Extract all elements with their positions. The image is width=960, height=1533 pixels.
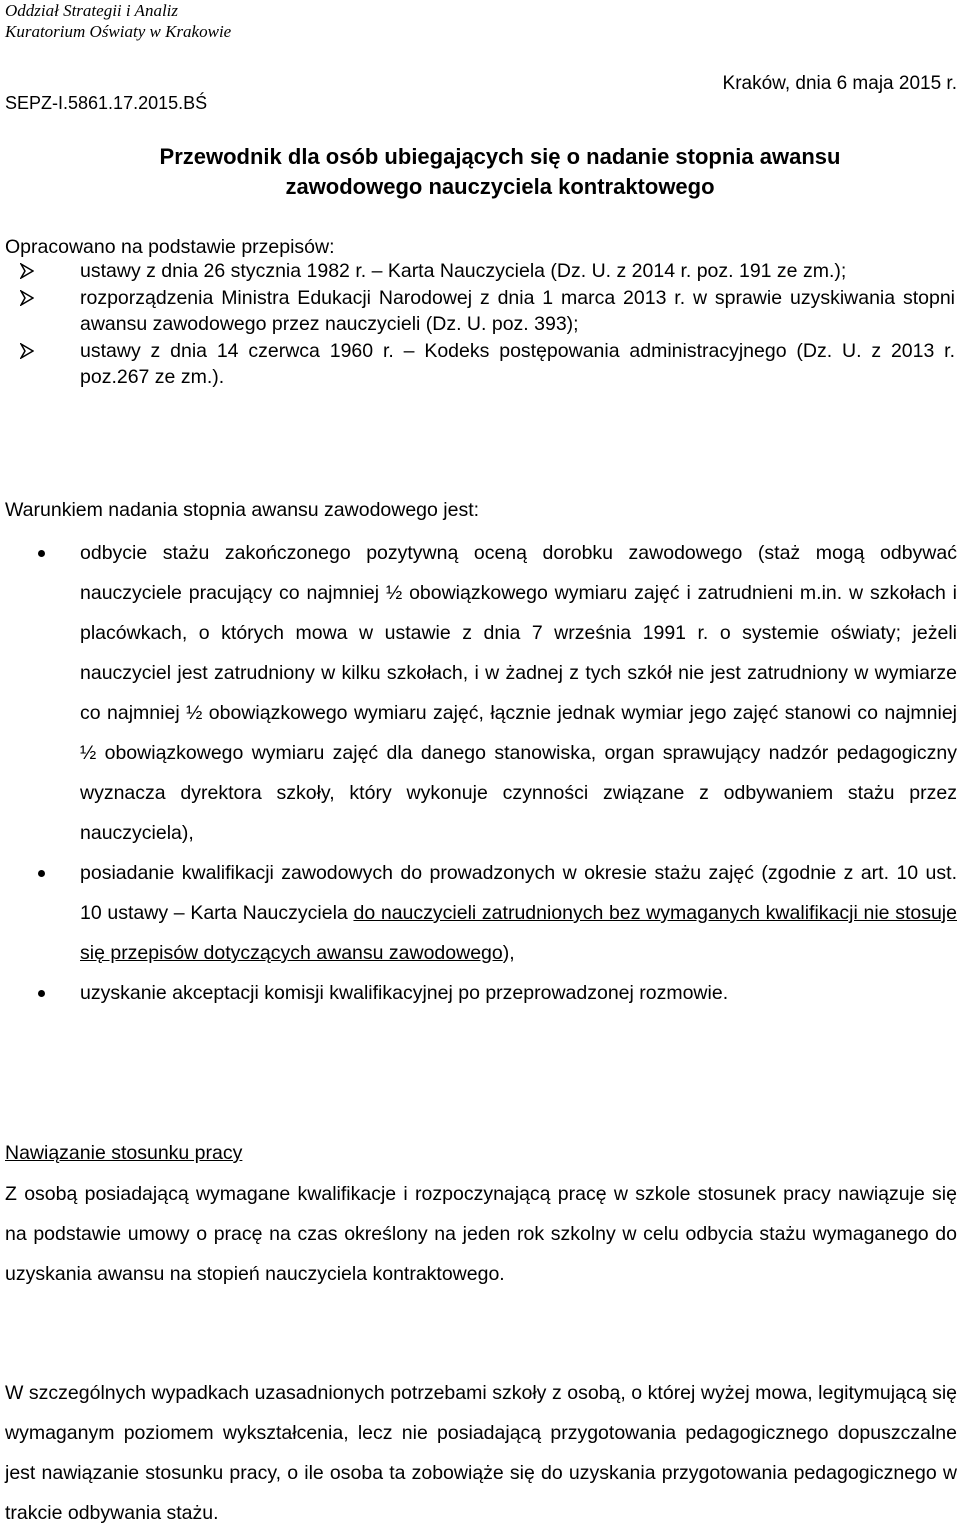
arrowhead-bullet-icon <box>20 338 38 364</box>
title-line-2: zawodowego nauczyciela kontraktowego <box>285 174 715 199</box>
legal-basis-text: ustawy z dnia 14 czerwca 1960 r. – Kodeks postępowania administracyjnego (Dz. U. z 2013 r. poz.267 ze zm.). <box>80 339 955 388</box>
legal-basis-heading: Opracowano na podstawie przepisów: <box>5 236 335 258</box>
document-title <box>40 142 960 202</box>
office-name: Oddział Strategii i Analiz <box>5 1 179 20</box>
arrowhead-bullet-icon <box>20 258 38 284</box>
office-institution: Kuratorium Oświaty w Krakowie <box>5 22 232 41</box>
title-line-1: Przewodnik dla osób ubiegających się o nadanie stopnia awansu <box>159 144 841 169</box>
legal-basis-text: ustawy z dnia 26 stycznia 1982 r. – Karta Nauczyciela (Dz. U. z 2014 r. poz. 191 ze zm.); <box>80 260 847 282</box>
employment-paragraph-2: W szczególnych wypadkach uzasadnionych potrzebami szkoły z osobą, o której wyżej mowa, legitymującą się wymaganym poziomem wykształcenia, lecz nie posiadającą przygotowania pedagogicznego dopuszczalne jest nawiązanie stosunku pracy, o ile osoba ta zobowiąże się do uzyskania przygotowania pedagogicznego w trakcie odbywania stażu. <box>5 1382 957 1524</box>
legal-basis-list <box>20 258 955 391</box>
conditions-heading: Warunkiem nadania stopnia awansu zawodowego jest: <box>5 499 480 521</box>
condition-underlined-text: do nauczycieli zatrudnionych bez wymaganych kwalifikacji nie stosuje się przepisów dotyczących awansu zawodowego <box>80 902 957 964</box>
case-signature: SEPZ-I.5861.17.2015.BŚ <box>5 93 208 113</box>
condition-text: uzyskanie akceptacji komisji kwalifikacyjnej po przeprowadzonej rozmowie. <box>80 982 729 1004</box>
legal-basis-item <box>20 258 955 285</box>
round-bullet-icon <box>38 870 45 877</box>
condition-item <box>35 853 957 973</box>
condition-text-end: ), <box>502 942 515 964</box>
document-date: Kraków, dnia 6 maja 2015 r. <box>722 73 957 94</box>
legal-basis-item <box>20 285 955 338</box>
condition-text: odbycie stażu zakończonego pozytywną oceną dorobku zawodowego (staż mogą odbywać nauczyciele pracujący co najmniej ½ obowiązkowego wymiaru zajęć i zatrudnieni m.in. w szkołach i placówkach, o których mowa w ustawie z dnia 7 września 1991 r. o systemie oświaty; jeżeli nauczyciel jest zatrudniony w kilku szkołach, i w żadnej z tych szkół nie jest zatrudniony w wymiarze co najmniej ½ obowiązkowego wymiaru zajęć, łącznie jednak wymiar jego zajęć stanowi co najmniej ½ obowiązkowego wymiaru zajęć dla danego stanowiska, organ sprawujący nadzór pedagogiczny wyznacza dyrektora szkoły, który wykonuje czynności związane z odbywaniem stażu przez nauczyciela), <box>80 542 957 844</box>
condition-item <box>35 973 957 1013</box>
conditions-list <box>35 533 957 1013</box>
condition-item <box>35 533 957 853</box>
round-bullet-icon <box>38 990 45 997</box>
condition-text: posiadanie kwalifikacji zawodowych do prowadzonych w okresie stażu zajęć (zgodnie z art. 10 ust. 10 ustawy – Karta Nauczyciela <box>80 862 957 924</box>
employment-heading: Nawiązanie stosunku pracy <box>5 1142 243 1164</box>
office-header <box>5 0 231 42</box>
legal-basis-item <box>20 338 955 391</box>
round-bullet-icon <box>38 550 45 557</box>
legal-basis-text: rozporządzenia Ministra Edukacji Narodowej z dnia 1 marca 2013 r. w sprawie uzyskiwania stopni awansu zawodowego przez nauczycieli (Dz. U. poz. 393); <box>80 286 955 335</box>
arrowhead-bullet-icon <box>20 285 38 311</box>
employment-paragraph-1: Z osobą posiadającą wymagane kwalifikacje i rozpoczynającą pracę w szkole stosunek pracy nawiązuje się na podstawie umowy o pracę na czas określony na jeden rok szkolny w celu odbycia stażu wymaganego do uzyskania awansu na stopień nauczyciela kontraktowego. <box>5 1183 957 1285</box>
